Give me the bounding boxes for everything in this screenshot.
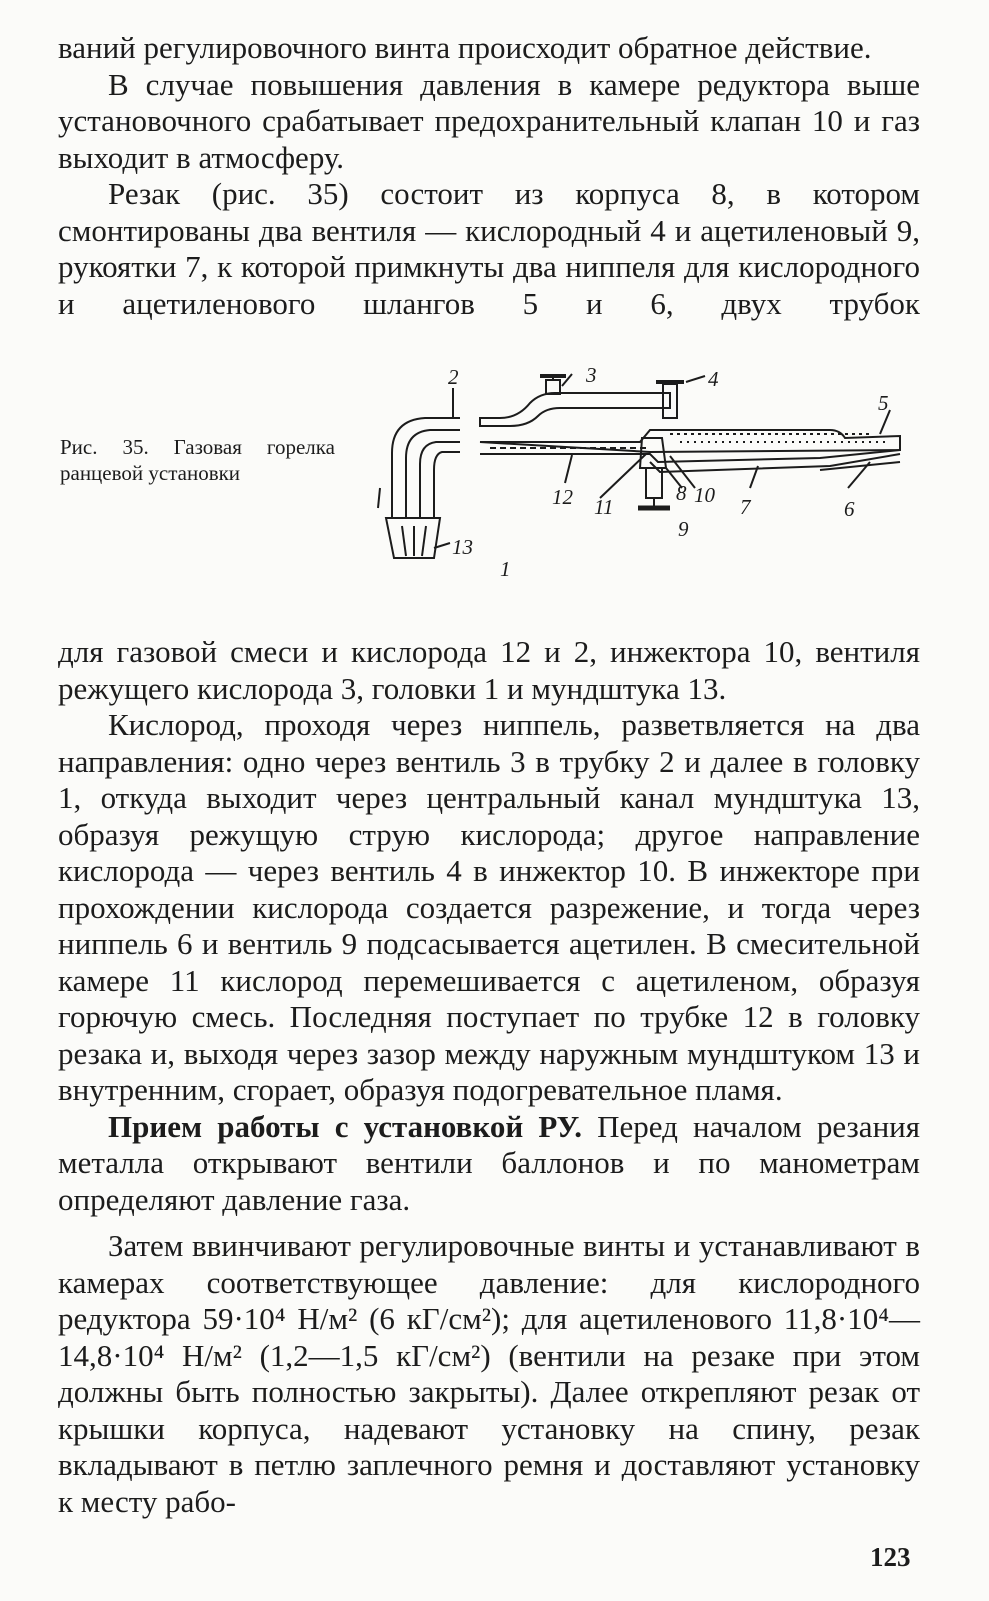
section-text: Перед началом резания металла открывают вентили баллонов и по манометрам определяют давление газа. bbox=[58, 1108, 921, 1217]
section-paragraph bbox=[58, 1109, 920, 1219]
label-12: 12 bbox=[552, 485, 573, 509]
label-6: 6 bbox=[844, 497, 855, 521]
page-number: 123 bbox=[870, 1542, 911, 1572]
label-10: 10 bbox=[694, 483, 715, 507]
section-heading: Прием работы с установкой РУ. bbox=[108, 1108, 582, 1144]
text-block-bottom bbox=[58, 634, 920, 1520]
paragraph: В случае повышения давления в камере редуктора выше установочного срабатывает предохранительный клапан 10 и газ выходит в атмосферу. bbox=[58, 66, 920, 175]
handle-lower bbox=[650, 454, 900, 472]
paragraph: Затем ввинчивают регулировочные винты и устанавливают в камерах соответствующее давление: для кислородного редуктора 59·10⁴ Н/м² (6 кГ/см²); для ацетиленового 11,8·10⁴—14,8·10⁴ Н/м² (1,2—1,5 кГ/см²) (вентили на резаке при этом должны быть полностью закрыты). Далее открепляют резак от крышки корпуса, надевают установку на спину, резак вкладывают в петлю заплечного ремня и доставляют установку к месту рабо- bbox=[58, 1228, 920, 1519]
valve-3 bbox=[546, 380, 560, 394]
burner-diagram bbox=[350, 358, 920, 618]
paragraph: Кислород, проходя через ниппель, разветвляется на два направления: одно через вентиль 3 в трубку 2 и далее в головку 1, откуда выходит через центральный канал мундштука 13, образуя режущую струю кислорода; другое направление кислорода — через вентиль 4 в инжектор 10. В инжекторе при прохождении кислорода создается разрежение, и тогда через ниппель 6 и вентиль 9 подсасывается ацетилен. В смесительной камере 11 кислород перемешивается с ацетиленом, образуя горючую смесь. Последняя поступает по трубке 12 в головку резака и, выходя через зазор между наружным мундштуком 13 и внутренним, сгорает, образуя подогревательное пламя. bbox=[58, 707, 920, 1107]
label-11: 11 bbox=[594, 495, 614, 519]
paragraph: Резак (рис. 35) состоит из корпуса 8, в котором смонтированы два вентиля — кислородный 4 и ацетиленовый 9, рукоятки 7, к которой примкнуты два ниппеля для кислородного и ацетиленового шлангов 5 и 6, двух трубок bbox=[58, 176, 920, 321]
head-outer-line bbox=[392, 418, 460, 518]
label-2: 2 bbox=[448, 365, 459, 389]
label-9: 9 bbox=[678, 517, 689, 541]
head-inner-line-3 bbox=[434, 452, 460, 518]
label-13: 13 bbox=[452, 535, 473, 559]
oxygen-tube bbox=[480, 393, 670, 426]
label-1: 1 bbox=[500, 557, 511, 581]
label-4: 4 bbox=[708, 367, 719, 391]
paragraph: для газовой смеси и кислорода 12 и 2, инжектора 10, вентиля режущего кислорода 3, головки 1 и мундштука 13. bbox=[58, 634, 920, 706]
figure-caption: Рис. 35. Газовая горелка ранцевой установки bbox=[60, 435, 335, 485]
label-8: 8 bbox=[676, 481, 687, 505]
paragraph: ваний регулировочного винта происходит обратное действие. bbox=[58, 30, 872, 65]
text-block-top bbox=[58, 30, 920, 322]
label-5: 5 bbox=[878, 391, 889, 415]
label-3: 3 bbox=[586, 363, 597, 387]
label-7: 7 bbox=[740, 495, 751, 519]
